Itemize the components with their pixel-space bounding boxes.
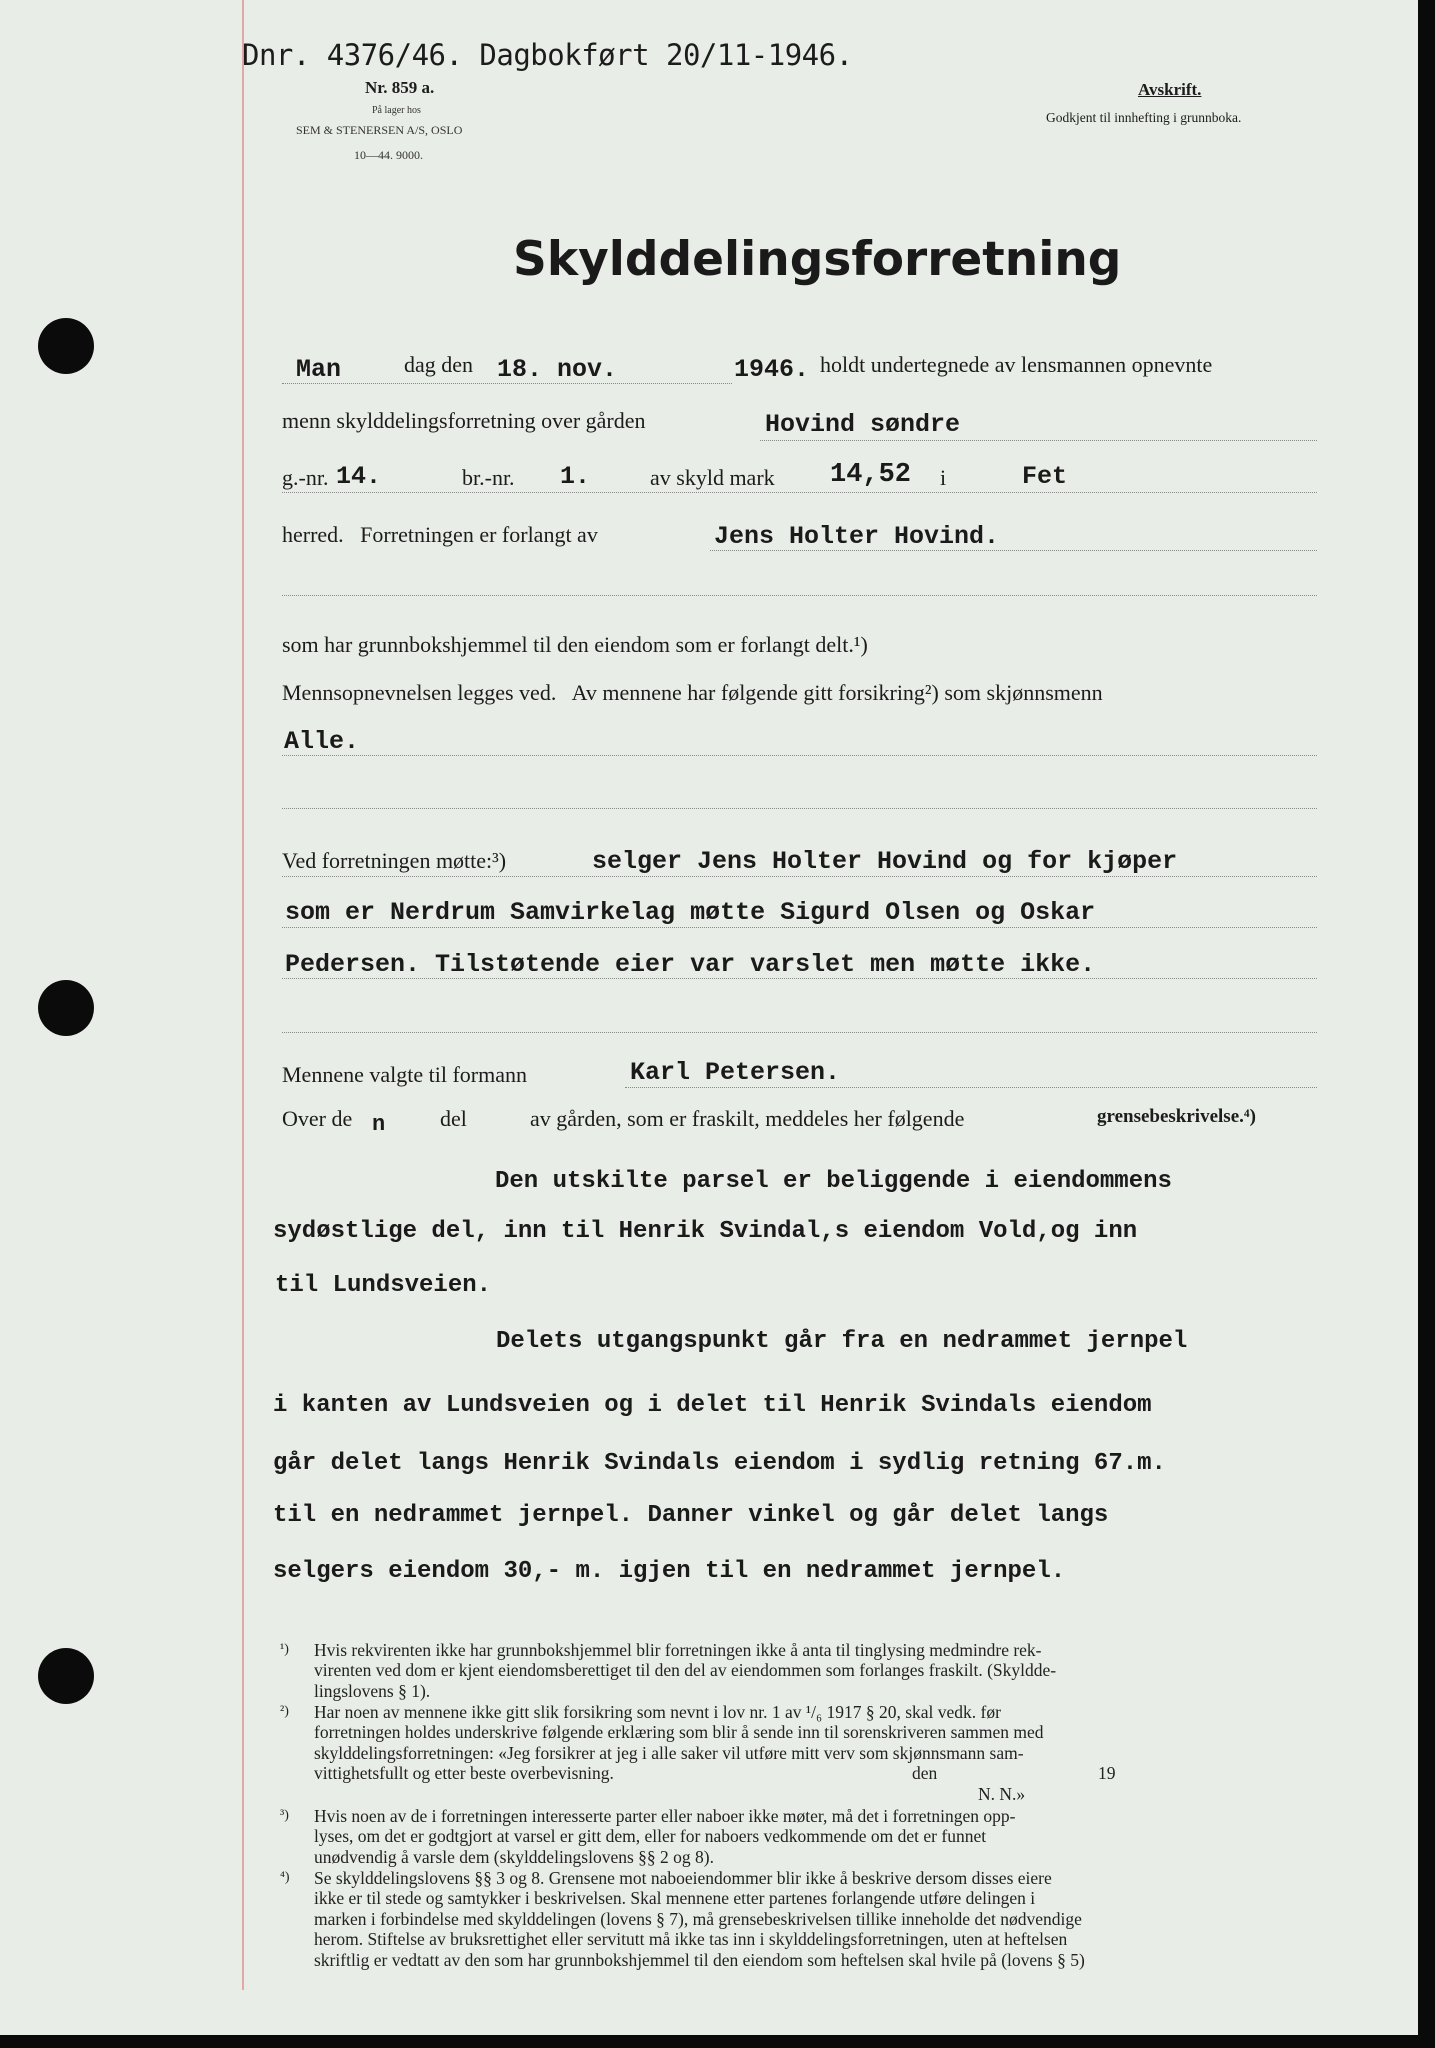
footnote-4-line: Se skylddelingslovens §§ 3 og 8. Grensene mot naboeiendommer blir ikke å beskrive dersom disses eiere xyxy=(314,1868,1052,1888)
publisher-line1: På lager hos xyxy=(372,105,421,116)
footnote-3-mark: ³) xyxy=(280,1808,289,1823)
fill-line xyxy=(282,595,1317,596)
brnr: 1. xyxy=(560,462,591,491)
text-grensebeskrivelse: grensebeskrivelse.⁴) xyxy=(1097,1106,1256,1127)
journal-number: Dnr. 4376/46. Dagbokført 20/11-1946. xyxy=(242,38,853,72)
text-grunnbok: som har grunnbokshjemmel til den eiendom som er forlangt delt.¹) xyxy=(282,632,868,657)
footnote-4-line: skriftlig er vedtatt av den som har grunnbokshjemmel til den eiendom som heftelsen skal hvile på (lovens § 5) xyxy=(314,1949,1085,1970)
fill-line xyxy=(282,808,1317,809)
punch-hole-top xyxy=(38,318,94,374)
text-garden: av gården, som er fraskilt, meddeles her følgende xyxy=(530,1106,965,1131)
footnote-1-mark: ¹) xyxy=(280,1642,289,1657)
footnote-3-line: unødvendig å varsle dem (skylddelingslovens §§ 2 og 8). xyxy=(314,1846,715,1867)
municipality: Fet xyxy=(1022,462,1068,491)
text-over-den-suffix: n xyxy=(372,1112,386,1137)
day-name: Man xyxy=(296,355,342,384)
attendees-line-1: selger Jens Holter Hovind og for kjøper xyxy=(592,847,1178,876)
footnote-2-den: den xyxy=(912,1763,938,1784)
margin-rule xyxy=(242,0,244,1990)
footnote-3 xyxy=(280,1806,1016,1867)
document-title: Skylddelingsforretning xyxy=(513,232,1122,287)
punch-hole-bottom xyxy=(38,1648,94,1704)
footnote-1 xyxy=(280,1640,1057,1701)
skyld: 14,52 xyxy=(830,460,912,490)
label-skyld: av skyld mark xyxy=(650,465,775,490)
fill-line xyxy=(710,550,1317,551)
text-mennsopnevnelsen: Mennsopnevnelsen legges ved. Av mennene har følgende gitt forsikring²) som skjønnsmenn xyxy=(282,680,1103,705)
footnote-2 xyxy=(280,1702,1116,1804)
copy-label: Avskrift. xyxy=(1138,80,1202,99)
fill-line xyxy=(282,876,1317,877)
footnote-2-mark: ²) xyxy=(280,1704,289,1719)
description-line-6: går delet langs Henrik Svindals eiendom i sydlig retning 67.m. xyxy=(273,1450,1166,1477)
footnote-2-line: forretningen holdes underskrive følgende erklæring som blir å sende inn til sorenskriveren sammen med xyxy=(314,1722,1044,1743)
farm-name: Hovind søndre xyxy=(765,410,961,439)
fill-line xyxy=(282,755,1317,756)
footnote-2-line: Har noen av mennene ikke gitt slik forsikring som nevnt i lov nr. 1 av ¹/₆ 1917 § 20, skal vedk. før xyxy=(314,1702,1001,1722)
footnote-4 xyxy=(280,1868,1085,1970)
footnote-2-year: 19 xyxy=(1098,1763,1116,1784)
fill-line xyxy=(625,1087,1317,1088)
text-menn: menn skylddelingsforretning over gården xyxy=(282,408,646,433)
label-gnr: g.-nr. xyxy=(282,465,329,490)
publisher-line2: SEM & STENERSEN A/S, OSLO xyxy=(296,123,463,137)
fill-line xyxy=(282,383,732,384)
text-del: del xyxy=(440,1106,467,1131)
form-number: Nr. 859 a. xyxy=(365,78,435,97)
print-run: 10—44. 9000. xyxy=(354,148,423,162)
description-line-1: Den utskilte parsel er beliggende i eiendommens xyxy=(495,1168,1172,1195)
footnote-2-line: skylddelingsforretningen: «Jeg forsikrer at jeg i alle saker vil utføre mitt verv som skjønnsmann sam- xyxy=(314,1742,1024,1763)
footnote-1-line: virenten ved dom er kjent eiendomsberettiget til den del av eiendommen som forlanges fraskilt. (Skyldde- xyxy=(314,1660,1057,1681)
assessors: Alle. xyxy=(284,727,360,756)
fill-line xyxy=(282,1032,1317,1033)
text-formann: Mennene valgte til formann xyxy=(282,1062,527,1087)
footnote-2-signature: N. N.» xyxy=(978,1783,1026,1804)
gnr: 14. xyxy=(336,462,382,491)
chairman: Karl Petersen. xyxy=(630,1058,841,1087)
requester: Jens Holter Hovind. xyxy=(714,522,1000,551)
footnote-2-line: vittighetsfullt og etter beste overbevisning. xyxy=(314,1763,614,1784)
footnote-4-line: herom. Stiftelse av bruksrettighet eller servitutt må ikke tas inn i skylddelingsforretningen, uten at heftelsen xyxy=(314,1929,1068,1950)
footnote-1-line: lingslovens § 1). xyxy=(314,1680,431,1701)
description-line-2: sydøstlige del, inn til Henrik Svindal,s eiendom Vold,og inn xyxy=(273,1218,1138,1245)
punch-hole-middle xyxy=(38,980,94,1036)
text-holdt: holdt undertegnede av lensmannen opnevnte xyxy=(820,352,1213,377)
description-line-4: Delets utgangspunkt går fra en nedrammet jernpel xyxy=(496,1328,1188,1355)
footnote-3-line: Hvis noen av de i forretningen interesserte parter eller naboer ikke møter, må det i forretningen opp- xyxy=(314,1806,1016,1826)
footnote-4-line: marken i forbindelse med skylddelingen (lovens § 7), må grensebeskrivelsen tillike inneholde det nødvendige xyxy=(314,1908,1082,1929)
text-over-den: Over de xyxy=(282,1106,353,1131)
fill-line xyxy=(760,440,1317,441)
date: 18. nov. xyxy=(497,355,618,384)
approval-text: Godkjent til innhefting i grunnboka. xyxy=(1046,110,1242,125)
fill-line xyxy=(282,492,1317,493)
fill-line xyxy=(282,927,1317,928)
year: 1946. xyxy=(734,355,810,384)
description-line-7: til en nedrammet jernpel. Danner vinkel og går delet langs xyxy=(273,1502,1109,1529)
description-line-5: i kanten av Lundsveien og i delet til Henrik Svindals eiendom xyxy=(273,1392,1152,1419)
footnote-4-line: ikke er til stede og samtykker i beskrivelsen. Skal mennene etter partenes forlangende utføre delingen i xyxy=(314,1888,1036,1909)
label-brnr: br.-nr. xyxy=(462,465,515,490)
description-line-8: selgers eiendom 30,- m. igjen til en nedrammet jernpel. xyxy=(273,1558,1066,1585)
label-i: i xyxy=(940,465,947,490)
attendees-line-3: Pedersen. Tilstøtende eier var varslet men møtte ikke. xyxy=(285,950,1096,979)
footnote-1-line: Hvis rekvirenten ikke har grunnbokshjemmel blir forretningen ikke å anta til tinglysing medmindre rek- xyxy=(314,1640,1042,1660)
text-herred: herred. Forretningen er forlangt av xyxy=(282,522,598,547)
fill-line xyxy=(282,978,1317,979)
footnote-3-line: lyses, om det er godtgjort at varsel er gitt dem, eller for naboers vedkommende om det er funnet xyxy=(314,1826,987,1847)
footnote-4-mark: ⁴) xyxy=(280,1870,290,1885)
description-line-3: til Lundsveien. xyxy=(275,1272,492,1299)
label-dag-den: dag den xyxy=(404,352,474,377)
text-mote: Ved forretningen møtte:³) xyxy=(282,848,507,873)
attendees-line-2: som er Nerdrum Samvirkelag møtte Sigurd Olsen og Oskar xyxy=(285,898,1096,927)
footnote-2-line-4 xyxy=(314,1763,1116,1784)
